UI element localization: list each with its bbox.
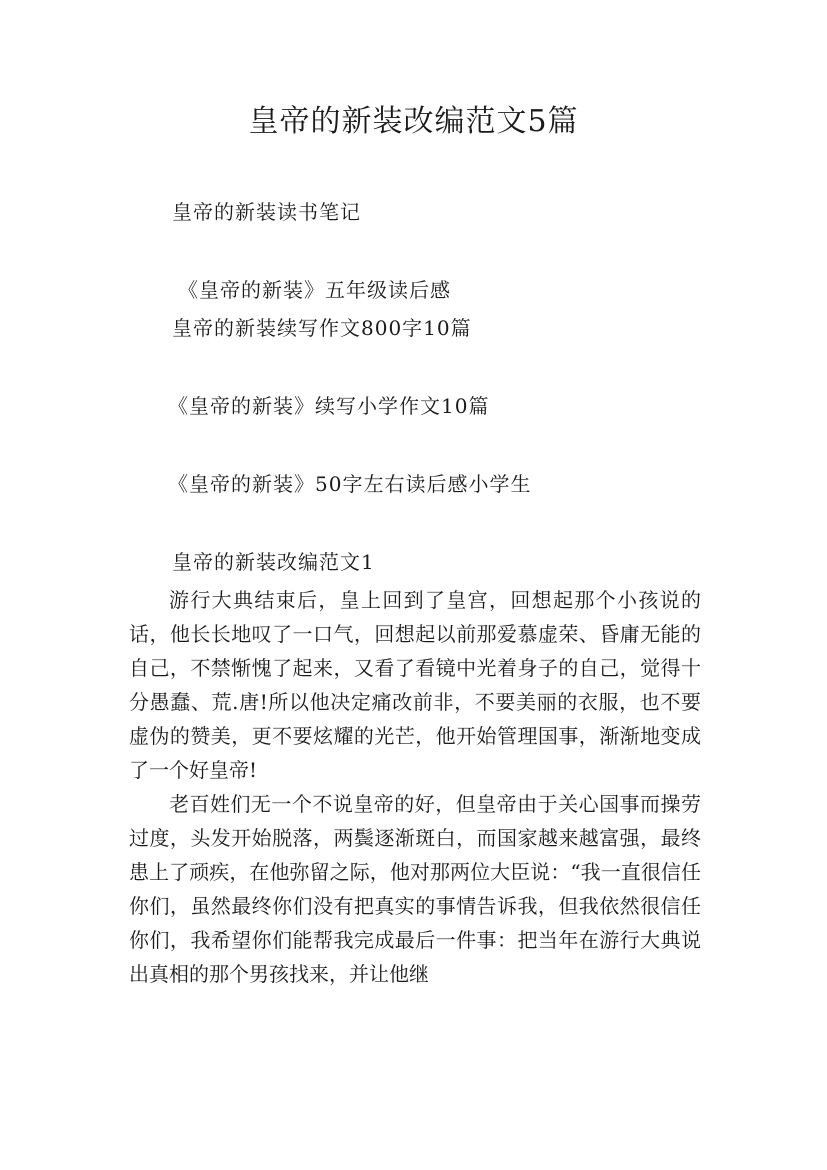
body-paragraph: 游行大典结束后，皇上回到了皇宫，回想起那个小孩说的话，他长长地叹了一口气，回想起以前那爱慕虚荣、昏庸无能的自己，不禁惭愧了起来，又看了看镜中光着身子的自己，觉得十分愚蠢、荒.唐!所以他决定痛改前非，不要美丽的衣服，也不要虚伪的赞美，更不要炫耀的光芒，他开始管理国事，渐渐地变成了一个好皇帝!: [129, 588, 701, 782]
related-link-2[interactable]: 《皇帝的新装》五年级读后感: [178, 278, 451, 302]
body-paragraph: 老百姓们无一个不说皇帝的好，但皇帝由于关心国事而操劳过度，头发开始脱落，两鬓逐渐斑白，而国家越来越富强，最终患上了顽疾，在他弥留之际，他对那两位大臣说：“我一直很信任你们，虽然最终你们没有把真实的事情告诉我，但我依然很信任你们，我希望你们能帮我完成最后一件事：把当年在游行大典说出真相的那个男孩找来，并让他继: [129, 792, 701, 986]
related-link-4[interactable]: 《皇帝的新装》续写小学作文10篇: [168, 394, 490, 418]
related-link-1[interactable]: 皇帝的新装读书笔记: [172, 200, 361, 224]
section-heading: 皇帝的新装改编范文1: [172, 550, 375, 574]
document-title: 皇帝的新装改编范文5篇: [248, 104, 579, 139]
related-link-3[interactable]: 皇帝的新装续写作文800字10篇: [172, 316, 472, 340]
related-link-5[interactable]: 《皇帝的新装》50字左右读后感小学生: [168, 472, 532, 496]
